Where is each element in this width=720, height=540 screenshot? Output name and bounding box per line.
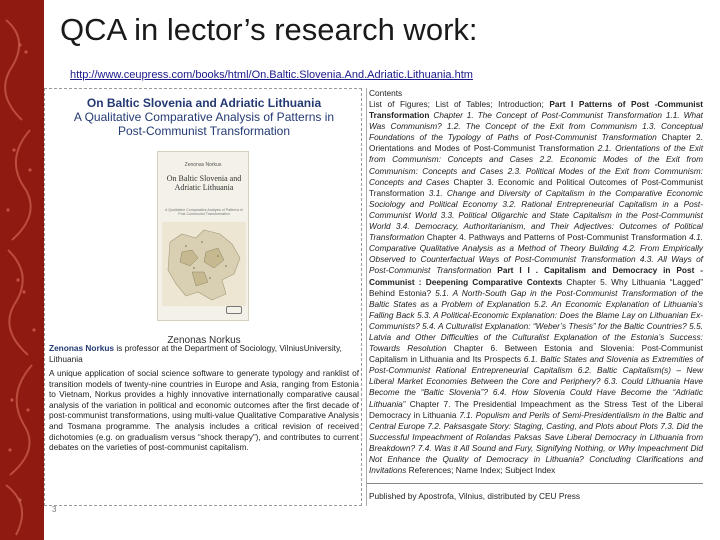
europe-map-icon [162,222,246,306]
contents-intro: List of Figures; List of Tables; Introduction; [369,99,550,109]
chapter-three-sections: 3.1. Change and Diversity of Capitalism in the Comparative Economic Sociology and Political Economy 3.2. Rational Entrepreneurial Capitalism in a Post-Communist World 3.3. Political Oligarchic and State Capitalism in the Post-Communist World 3.4. Democracy, Authoritarianism, and Their Adjectives: Outcomes of Political Transformation [369,187,703,243]
author-bio-name: Zenonas Norkus [49,343,115,353]
back-matter: References; Name Index; Subject Index [406,465,556,476]
book-subtitle: A Qualitative Comparative Analysis of Patterns in Post-Communist Transformation [73,110,335,138]
divider [367,483,703,484]
publisher-logo [226,306,242,314]
book-author: Zenonas Norkus [167,335,241,346]
chapter-seven-title: Chapter 7. The Presidential Impeachment as the Stress Test of the Liberal Democracy in Lithuania [369,398,703,420]
ornament-pattern [0,0,44,540]
contents-panel [366,88,703,506]
chapter-four-sections: 4.1. Comparative Qualitative Analysis as a Method of Theory Building 4.2. From Empirically Observed to Counterfactual Ways of Post-Communist Transformation 4.3. All Ways of Post-Communist Transformation [369,232,703,276]
author-bio [49,343,359,364]
cover-title: On Baltic Slovenia and Adriatic Lithuania [166,174,242,192]
book-description: A unique application of social science software to generate typology and ranklist of transition models of twenty-nine countries in Europe and Asia, ranging from Estonia to Vietnam, Norkus provides a highly innovative internationally comparative causal analysis of the variation in political and economic outcomes after the first decade of post-communist transformations, using multi-value Qualitative Comparative Analysis and Tosmana programme. The analysis includes a critical revision of received dichotomies (e.g. on gradualism versus “shock therapy”), and contributes to current debates on the varieties of post-communist capitalism. [49,368,359,453]
chapter-seven-sections: 7.1. Populism and Perils of Semi-Presidentialism in the Baltic and Central Europe 7.2. Paksasgate Story: Staging, Casting, and Plots about Plots 7.3. Did the Successful Impeachment of Rolandas Paksas Save Liberal Democracy in Lithuania from Breakdown? 7.4. Was it All Sound and Fury, Signifying Nothing, or Why Impeachment Did Not Enhance the Quality of Democracy in Lithuania? Concluding Clarifications and Invitations [369,409,703,476]
contents-heading: Contents [369,88,403,98]
slide-page-number: 3 [52,505,57,514]
slide-title: QCA in lector’s research work: [60,12,478,47]
book-title: On Baltic Slovenia and Adriatic Lithuania [86,96,322,110]
chapter-five-sections: 5.1. A North-South Gap in the Post-Communist Transformation of the Baltic States as a Problem of Explanation 5.2. An Economic Explanation of Lithuania’s Falling Back 5.3. A Political-Economic Explanation: Does the Blame Lay on Lithuanian Ex-Communists? 5.4. A Culturalist Explanation: “Weber’s Thesis” for the Baltic Countries? 5.5. Latvia and Other Difficulties of the Culturalist Explanation of the Estonia’s Success: Towards Resolution [369,287,703,354]
chapter-six-title: Chapter 6. Between Estonia and Slovenia: Post-Communist Capitalism in Lithuania and Its Prospects [369,343,703,365]
chapter-four-title: Chapter 4. Pathways and Patterns of Post-Communist Transformation [424,232,690,243]
part-one-title: Part I Patterns of Post -Communist Transformation [369,99,703,121]
chapter-three-title: Chapter 3. Economic and Political Outcomes of Post-Communist Transformation [369,176,703,198]
book-url-link[interactable]: http://www.ceupress.com/books/html/On.Baltic.Slovenia.And.Adriatic.Lithuania.htm [70,69,473,81]
book-page-screenshot [44,88,702,506]
book-cover-image [157,151,249,321]
chapter-two-sections: 2.1. Orientations of the Exit from Communism: Concepts and Cases 2.2. Economic Modes of the Exit from Communism: Concepts and Cases 2.3. Political Modes of the Exit from Communism: Concepts and Cases [369,143,703,187]
publisher-note: Published by Apostrofa, Vilnius, distributed by CEU Press [369,491,581,501]
chapter-five-title: Chapter 5. Why Lithuania “Lagged” Behind Estonia? [369,276,703,298]
book-info-panel [44,88,362,506]
author-bio-text: is professor at the Department of Sociology, VilniusUniversity, Lithuania [49,343,342,364]
cover-author: Zenonas Norkus [184,162,222,168]
chapter-two-title: Chapter 2. Orientations and Modes of Post-Communist Transformation [369,132,703,154]
right-margin [702,0,720,540]
chapter-one-sections: Chapter 1. The Concept of Post-Communist Transformation 1.1. What Was Communism? 1.2. The Concept of the Exit from Communism 1.3. Conceptual Foundations of the Typology of Paths of Post-Communist Transformation [369,110,703,143]
cover-subtitle: A Qualitative Comparative Analysis of Patterns in Post-Communist Transformation [165,208,243,217]
part-two-title: Part I I . Capitalism and Democracy in Post -Communist : Deepening Comparative Contexts [369,265,703,287]
contents-list [369,99,703,476]
chapter-six-sections: 6.1. Baltic States and Slovenia as Extremities of Post-Communist Rational Entrepreneurial Capitalism 6.2. Baltic Capitalism(s) – New Liberal Market Economies Between the Core and Periphery? 6.3. Could Lithuania Have Become the “Baltic Slovenia”? 6.4. How Slovenia Could Have Become the “Adriatic Lithuania” [369,354,703,409]
decorative-side-band [0,0,44,540]
